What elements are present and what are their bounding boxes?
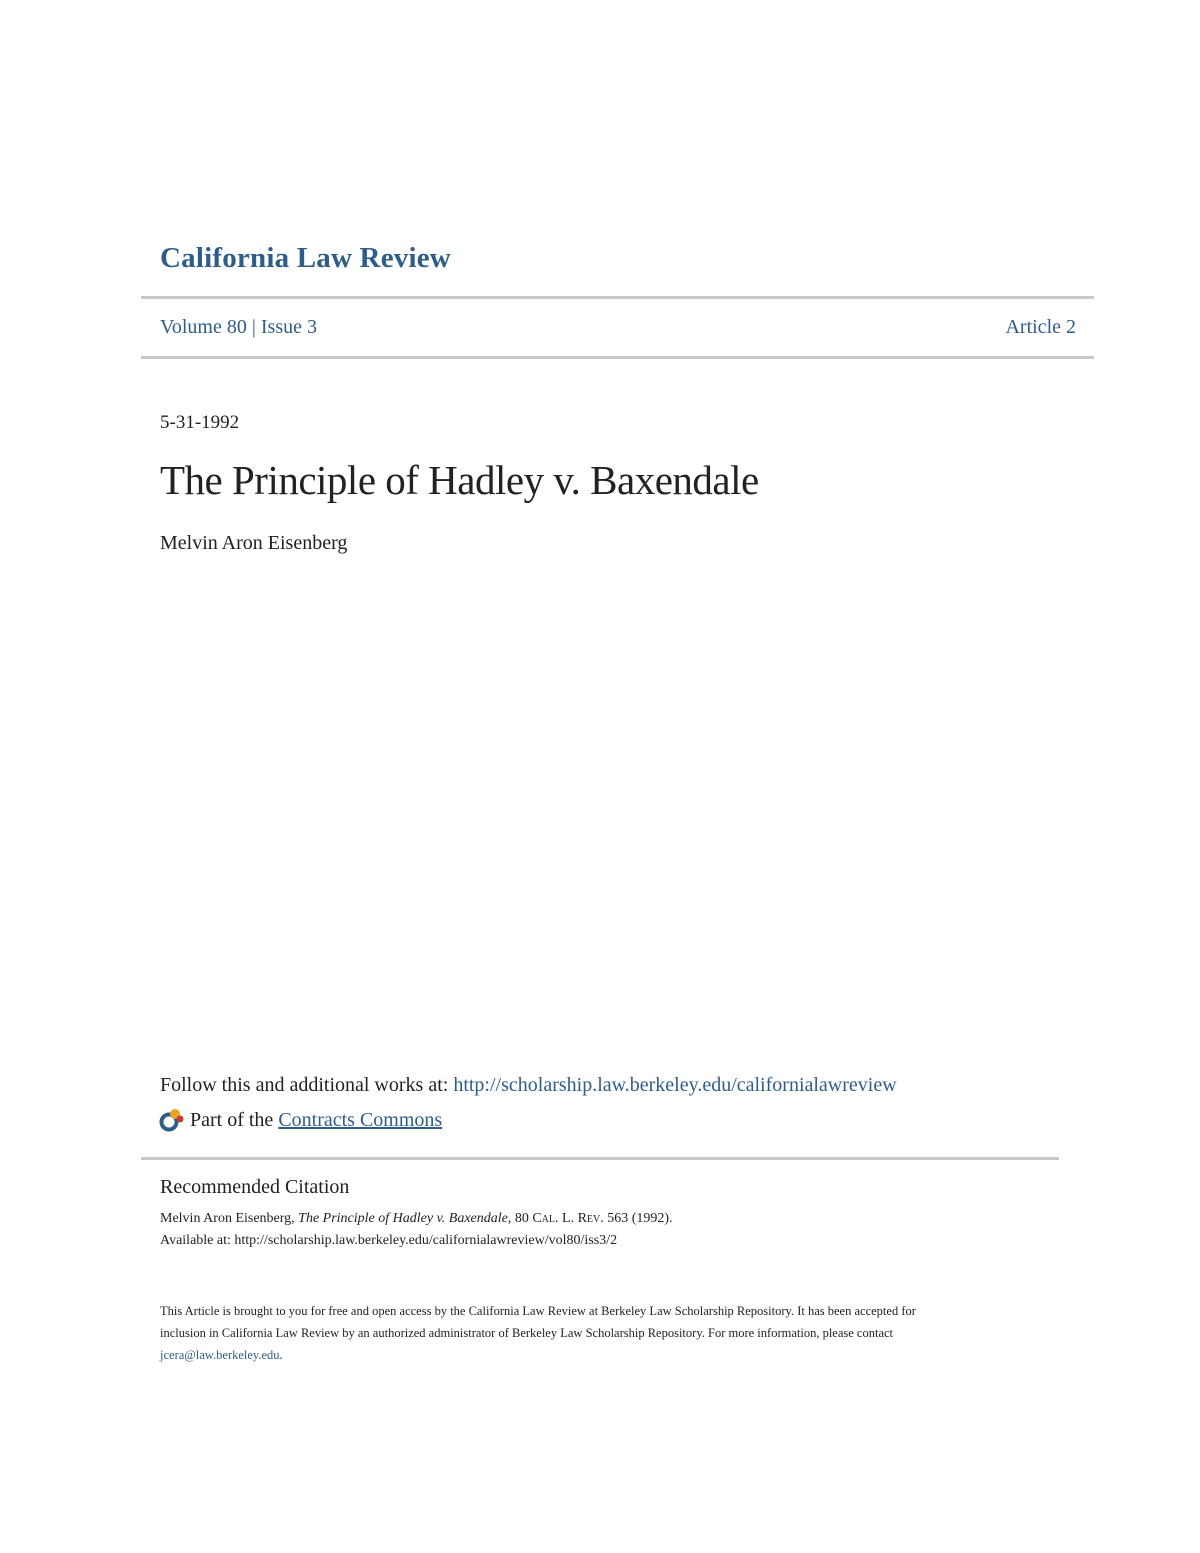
footer-line-2: inclusion in California Law Review by an authorized administrator of Berkeley Law Scholarship Repository. For more information, please contact bbox=[160, 1326, 894, 1340]
article-title: The Principle of Hadley v. Baxendale bbox=[160, 457, 759, 503]
commons-logo-icon bbox=[158, 1106, 186, 1134]
volume-issue-separator: | bbox=[251, 316, 256, 338]
footer-line-3 bbox=[160, 1344, 1050, 1366]
volume-issue-line bbox=[160, 316, 1076, 339]
follow-url-link[interactable]: http://scholarship.law.berkeley.edu/californialawreview bbox=[453, 1074, 897, 1096]
journal-title[interactable]: California Law Review bbox=[160, 242, 451, 274]
citation-author: Melvin Aron Eisenberg, bbox=[160, 1211, 299, 1226]
citation-divider bbox=[141, 1157, 1059, 1160]
contact-email-link[interactable]: jcera@law.berkeley.edu bbox=[160, 1348, 280, 1362]
publication-date: 5-31-1992 bbox=[160, 412, 240, 433]
footer-notice bbox=[160, 1300, 1050, 1366]
contracts-commons-link[interactable]: Contracts Commons bbox=[278, 1108, 443, 1131]
follow-label: Follow this and additional works at: bbox=[160, 1074, 454, 1096]
recommended-citation-heading: Recommended Citation bbox=[160, 1176, 350, 1198]
article-author: Melvin Aron Eisenberg bbox=[160, 532, 348, 554]
citation-line bbox=[160, 1208, 673, 1230]
issue-link[interactable]: Issue 3 bbox=[260, 316, 317, 338]
part-of-label: Part of the bbox=[190, 1108, 274, 1131]
header-divider-top bbox=[141, 296, 1094, 299]
part-of-line bbox=[158, 1106, 442, 1134]
footer-line-1: This Article is brought to you for free and open access by the California Law Review at Berkeley Law Scholarship Repository. It has been accepted for bbox=[160, 1304, 916, 1318]
available-at-line bbox=[160, 1230, 673, 1252]
citation-journal-abbr: Cal. L. Rev. bbox=[532, 1211, 604, 1226]
article-number-link[interactable]: Article 2 bbox=[1005, 316, 1076, 338]
available-at-url: http://scholarship.law.berkeley.edu/californialawreview/vol80/iss3/2 bbox=[234, 1233, 618, 1248]
available-at-label: Available at: bbox=[160, 1233, 235, 1248]
volume-issue bbox=[160, 316, 317, 339]
header-divider-bottom bbox=[141, 356, 1094, 359]
citation-title: The Principle of Hadley v. Baxendale bbox=[298, 1211, 508, 1226]
citation-page-year: 563 (1992). bbox=[603, 1211, 673, 1226]
follow-line bbox=[160, 1074, 897, 1097]
volume-link[interactable]: Volume 80 bbox=[160, 316, 247, 338]
recommended-citation-body bbox=[160, 1208, 673, 1252]
footer-period: . bbox=[279, 1348, 283, 1362]
citation-volume: , 80 bbox=[507, 1211, 533, 1226]
